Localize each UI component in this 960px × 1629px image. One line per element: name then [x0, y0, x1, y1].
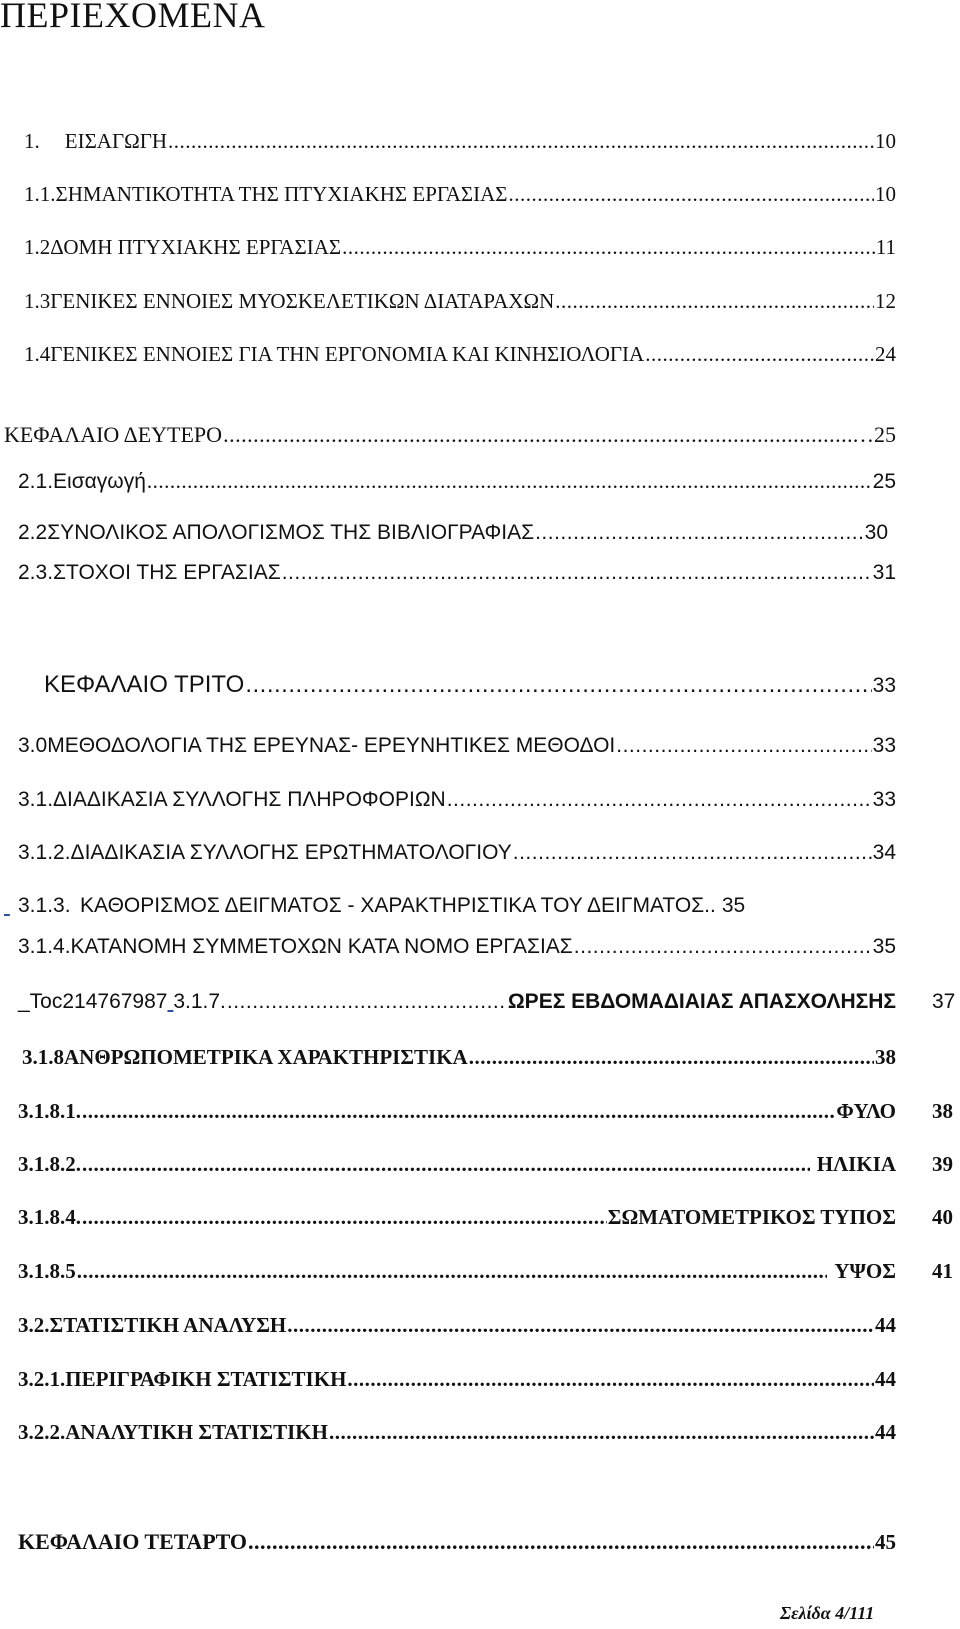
toc-entry-number: 3.2. — [18, 1313, 50, 1337]
toc-entry-page: 25 — [872, 470, 896, 493]
toc-entry[interactable] — [18, 839, 896, 867]
toc-entry-page: 24 — [875, 342, 896, 366]
toc-chapter-entry[interactable] — [44, 671, 896, 699]
toc-entry-number: 1.4 — [24, 342, 51, 366]
toc-entry-title: ΣΩΜΑΤΟΜΕΤΡΙΚΟΣ ΤΥΠΟΣ — [607, 1205, 896, 1229]
toc-chapter-entry[interactable] — [4, 421, 896, 449]
toc-entry-page: 10 — [875, 129, 896, 153]
toc-leader-dots — [282, 559, 872, 587]
toc-entry[interactable] — [18, 1097, 896, 1125]
toc-entry-title: ΕΙΣΑΓΩΓΗ — [64, 129, 168, 153]
toc-entry[interactable] — [18, 892, 890, 920]
toc-leader-dots — [227, 988, 507, 1016]
toc-entry-number: 3.1.4. — [18, 935, 71, 958]
toc-entry-title: ΜΕΘΟΔΟΛΟΓΙΑ ΤΗΣ ΕΡΕΥΝΑΣ- ΕΡΕΥΝΗΤΙΚΕΣ ΜΕΘΟΔΟΙ — [47, 734, 616, 757]
toc-entry-title: ΔΟΜΗ ΠΤΥΧΙΑΚΗΣ ΕΡΓΑΣΙΑΣ — [50, 235, 342, 259]
toc-leader-dots — [535, 519, 864, 547]
toc-entry-title: ΥΨΟΣ — [834, 1259, 896, 1283]
toc-leader-dots — [342, 233, 875, 261]
toc-leader-dots — [513, 839, 872, 867]
toc-entry-page: 30 — [864, 521, 888, 544]
toc-entry-page: 35 — [872, 935, 896, 958]
toc-leader-dots — [77, 1257, 828, 1285]
toc-entry-number: 2.3. — [18, 561, 54, 584]
toc-entry[interactable] — [18, 559, 896, 587]
toc-entry-page: 41 — [932, 1259, 953, 1283]
toc-entry-page: 38 — [932, 1099, 953, 1123]
toc-entry[interactable] — [24, 233, 896, 261]
toc-entry-page: 44 — [875, 1420, 896, 1444]
toc-entry-number: 3.2.2. — [18, 1420, 66, 1444]
toc-entry-number: 3.1.3. — [18, 894, 71, 917]
toc-entry-title: ΠΕΡΙΓΡΑΦΙΚΗ ΣΤΑΤΙΣΤΙΚΗ — [65, 1367, 347, 1391]
toc-entry-title: ΩΡΕΣ ΕΒΔΟΜΑΔΙΑΙΑΣ ΑΠΑΣΧΟΛΗΣΗΣ — [507, 990, 896, 1013]
toc-entry-page: 31 — [872, 561, 896, 584]
toc-chapter-title: ΚΕΦΑΛΑΙΟ ΔΕΥΤΕΡΟ — [4, 422, 223, 447]
toc-leader-dots — [616, 732, 871, 760]
toc-entry-number: 3.1.8.1. — [18, 1099, 81, 1123]
toc-entry-number: 3.1.8.5 — [18, 1259, 76, 1283]
toc-entry-page: 10 — [875, 182, 896, 206]
toc-entry-number: 3.1.7. — [173, 990, 226, 1013]
toc-leader-dots — [245, 671, 871, 699]
toc-entry-page: 40 — [932, 1205, 953, 1229]
toc-entry-number: 3.1.2. — [18, 841, 71, 864]
toc-entry-number: 3.1.8.4. — [18, 1205, 81, 1229]
toc-entry-title: Εισαγωγή — [53, 470, 146, 493]
toc-entry[interactable] — [24, 340, 896, 368]
toc-entry[interactable] — [18, 1257, 896, 1285]
toc-leader-dots — [447, 786, 872, 814]
toc-entry-number: 3.1.8 — [22, 1045, 64, 1069]
toc-entry[interactable] — [18, 988, 896, 1016]
toc-leader-dots — [555, 287, 874, 315]
toc-entry-number: 2.2 — [18, 521, 48, 544]
toc-leader-dots — [347, 1365, 874, 1393]
toc-entry[interactable] — [18, 1150, 896, 1178]
toc-entry-title: ΔΙΑΔΙΚΑΣΙΑ ΣΥΛΛΟΓΗΣ ΠΛΗΡΟΦΟΡΙΩΝ — [53, 788, 446, 811]
toc-field-code: _Toc214767987 — [18, 990, 168, 1013]
toc-entry-title: ΔΙΑΔΙΚΑΣΙΑ ΣΥΛΛΟΓΗΣ ΕΡΩΤΗΜΑΤΟΛΟΓΙΟΥ — [70, 841, 512, 864]
toc-entry[interactable] — [18, 519, 888, 547]
toc-leader-dots — [248, 1528, 874, 1556]
toc-entry-page: 38 — [875, 1045, 896, 1069]
toc-entry-title: ΑΝΑΛΥΤΙΚΗ ΣΤΑΤΙΣΤΙΚΗ — [65, 1420, 328, 1444]
toc-entry-page: …25 — [852, 422, 896, 447]
toc-leader-dots — [82, 1150, 810, 1178]
toc-entry-page: 11 — [875, 235, 896, 259]
toc-entry-number: 3.2.1. — [18, 1367, 66, 1391]
toc-entry-page: 34 — [872, 841, 896, 864]
toc-entry-page: 44 — [875, 1313, 896, 1337]
toc-entry-title: ΣΤΑΤΙΣΤΙΚΗ ΑΝΑΛΥΣΗ — [49, 1313, 287, 1337]
toc-entry[interactable] — [24, 127, 896, 155]
toc-entry-title: ΓΕΝΙΚΕΣ ΕΝΝΟΙΕΣ ΓΙΑ ΤΗΝ ΕΡΓΟΝΟΜΙΑ ΚΑΙ ΚΙΝΗΣΙΟΛΟΓΙΑ — [50, 342, 645, 366]
toc-chapter-title: ΚΕΦΑΛΑΙΟ ΤΡΙΤΟ — [44, 671, 245, 698]
toc-entry[interactable] — [18, 1311, 896, 1339]
toc-entry-page: 39 — [932, 1152, 953, 1176]
page-footer: Σελίδα 4/111 — [780, 1603, 875, 1623]
toc-leader-dots — [147, 467, 872, 495]
toc-entry-number: 1.2 — [24, 235, 51, 259]
toc-leader-dots — [287, 1311, 874, 1339]
toc-entry[interactable] — [18, 1418, 896, 1446]
toc-entry[interactable] — [18, 933, 896, 961]
toc-leader-dots — [509, 180, 874, 208]
toc-entry-title: ΣΥΝΟΛΙΚΟΣ ΑΠΟΛΟΓΙΣΜΟΣ ΤΗΣ ΒΙΒΛΙΟΓΡΑΦΙΑΣ — [47, 521, 535, 544]
toc-entry-title: ΣΤΟΧΟΙ ΤΗΣ ΕΡΓΑΣΙΑΣ — [53, 561, 281, 584]
toc-entry-number: 1.1. — [24, 182, 56, 206]
toc-entry[interactable] — [24, 287, 896, 315]
page-title: ΠΕΡΙΕΧΟΜΕΝΑ — [0, 0, 266, 35]
toc-entry-page: 44 — [875, 1367, 896, 1391]
toc-entry-title: ΗΛΙΚΙΑ — [816, 1152, 896, 1176]
toc-entry-page: 12 — [875, 289, 896, 313]
toc-entry-number: 1.3 — [24, 289, 51, 313]
toc-entry[interactable] — [22, 1043, 896, 1071]
toc-chapter-entry[interactable] — [18, 1528, 896, 1556]
toc-entry-number: 1. — [24, 129, 40, 153]
toc-leader-dots — [168, 127, 874, 155]
toc-entry-page: 35 — [721, 894, 746, 917]
toc-entry-title: ΚΑΘΟΡΙΣΜΟΣ ΔΕΙΓΜΑΤΟΣ - ΧΑΡΑΚΤΗΡΙΣΤΙΚΑ ΤΟΥ ΔΕΙΓΜΑΤΟΣ.. — [80, 894, 716, 917]
toc-entry-title: ΚΑΤΑΝΟΜΗ ΣΥΜΜΕΤΟΧΩΝ ΚΑΤΑ ΝΟΜΟ ΕΡΓΑΣΙΑΣ — [70, 935, 573, 958]
toc-entry-page: 33 — [872, 788, 896, 811]
toc-chapter-title: ΚΕΦΑΛΑΙΟ ΤΕΤΑΡΤΟ — [18, 1529, 248, 1554]
toc-entry-number: 2.1. — [18, 470, 54, 493]
toc-entry[interactable] — [18, 1365, 896, 1393]
toc-entry-number: 3.1. — [18, 788, 54, 811]
toc-entry-page: 33 — [872, 674, 896, 697]
toc-entry[interactable] — [24, 180, 896, 208]
toc-entry-number: 3.0 — [18, 734, 48, 757]
toc-entry-title: ΣΗΜΑΝΤΙΚΟΤΗΤΑ ΤΗΣ ΠΤΥΧΙΑΚΗΣ ΕΡΓΑΣΙΑΣ — [55, 182, 508, 206]
toc-leader-dots — [82, 1203, 607, 1231]
toc-entry-page: 45 — [875, 1530, 896, 1554]
toc-entry-title: ΓΕΝΙΚΕΣ ΕΝΝΟΙΕΣ ΜΥΟΣΚΕΛΕΤΙΚΩΝ ΔΙΑΤΑΡΑΧΩΝ — [50, 289, 555, 313]
toc-entry[interactable] — [18, 467, 896, 495]
toc-leader-dots — [329, 1418, 874, 1446]
toc-entry-title: ΑΝΘΡΩΠΟΜΕΤΡΙΚΑ ΧΑΡΑΚΤΗΡΙΣΤΙΚΑ — [64, 1045, 468, 1069]
toc-entry-number: 3.1.8.2. — [18, 1152, 81, 1176]
toc-leader-dots — [645, 340, 874, 368]
toc-leader-dots — [574, 933, 872, 961]
toc-entry[interactable] — [18, 1203, 896, 1231]
toc-leader-dots — [82, 1097, 835, 1125]
toc-leader-dots — [223, 421, 851, 449]
toc-entry-page: 37 — [932, 990, 956, 1013]
toc-entry[interactable] — [18, 732, 896, 760]
toc-leader-dots — [469, 1043, 874, 1071]
toc-entry-title: ΦΥΛΟ — [836, 1099, 896, 1123]
toc-link-marker[interactable] — [4, 892, 18, 920]
toc-entry-page: 33 — [872, 734, 896, 757]
toc-entry[interactable] — [18, 786, 896, 814]
